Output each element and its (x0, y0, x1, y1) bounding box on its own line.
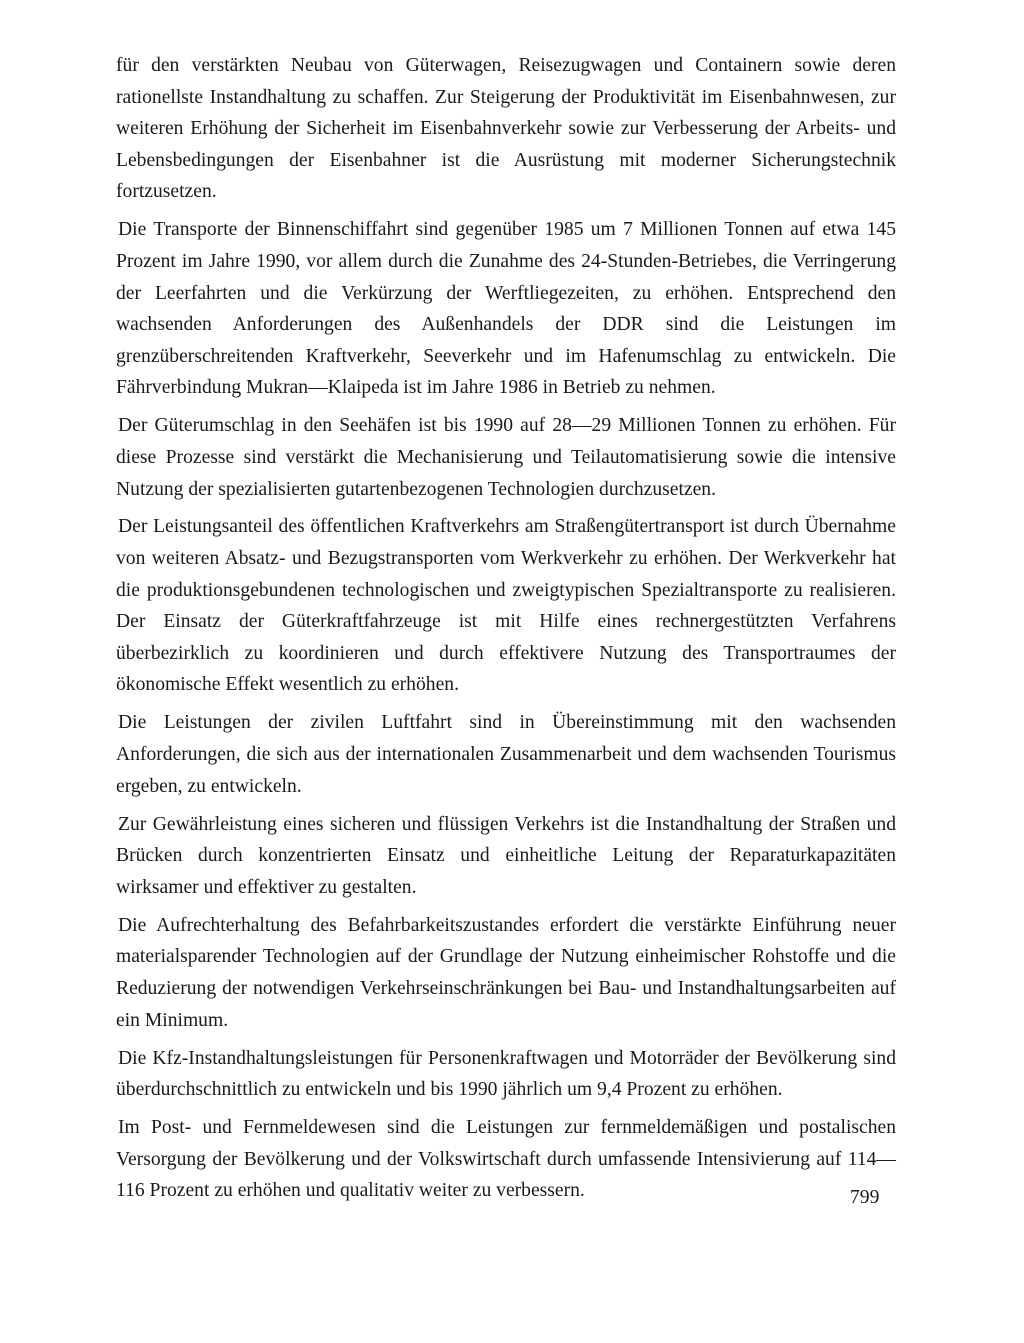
paragraph-inland-shipping: Die Transporte der Binnenschiffahrt sind gegenüber 1985 um 7 Millionen Tonnen auf etwa 145 Prozent im Jahre 1990, vor allem durch die Zunahme des 24-Stunden-Betriebes, die Verringerung der Leerfahrten und die Verkürzung der Werftliegezeiten, zu erhöhen. Entsprechend den wachsenden Anforderungen des Außenhandels der DDR sind die Leistungen im grenzüberschreitenden Kraftverkehr, Seeverkehr und im Hafenumschlag zu entwickeln. Die Fährverbindung Mukran—Klaipeda ist im Jahre 1986 in Betrieb zu nehmen. (116, 219, 896, 399)
paragraph-road-maintenance: Zur Gewährleistung eines sicheren und flüssigen Verkehrs ist die Instandhaltung der Straßen und Brücken durch konzentrierten Einsatz und einheitliche Leitung der Reparaturkapazitäten wirksamer und effektiver zu gestalten. (116, 813, 896, 898)
paragraph-seaports: Der Güterumschlag in den Seehäfen ist bis 1990 auf 28—29 Millionen Tonnen zu erhöhen. Für diese Prozesse sind verstärkt die Mechanisierung und Teilautomatisierung sowie die intensive Nutzung der spezialisierten gutartenbezogenen Technologien durchzusetzen. (116, 415, 896, 500)
paragraph-road-freight: Der Leistungsanteil des öffentlichen Kraftverkehrs am Straßengütertransport ist durch Übernahme von weiteren Absatz- und Bezugstransporten vom Werkverkehr zu erhöhen. Der Werkverkehr hat die produktionsgebundenen technologischen und zweigtypischen Spezialtransporte zu realisieren. Der Einsatz der Güterkraftfahrzeuge ist mit Hilfe eines rechnergestützten Verfahrens überbezirklich zu koordinieren und durch effektivere Nutzung des Transportraumes der ökonomische Effekt wesentlich zu erhöhen. (116, 516, 896, 696)
paragraph-postal-telecom: Im Post- und Fernmeldewesen sind die Leistungen zur fernmeldemäßigen und postalischen Versorgung der Bevölkerung und der Volkswirtschaft durch umfassende Intensivierung auf 114—116 Prozent zu erhöhen und qualitativ weiter zu verbessern. (116, 1117, 896, 1202)
paragraph-civil-aviation: Die Leistungen der zivilen Luftfahrt sind in Übereinstimmung mit den wachsenden Anforderungen, die sich aus der internationalen Zusammenarbeit und dem wachsenden Tourismus ergeben, zu entwickeln. (116, 712, 896, 797)
paragraph-rail-equipment: für den verstärkten Neubau von Güterwagen, Reisezugwagen und Containern sowie deren rationellste Instandhaltung zu schaffen. Zur Steigerung der Produktivität im Eisenbahnwesen, zur weiteren Erhöhung der Sicherheit im Eisenbahnverkehr sowie zur Verbesserung der Arbeits- und Lebensbedingungen der Eisenbahner ist die Ausrüstung mit moderner Sicherungstechnik fortzusetzen. (116, 55, 896, 203)
paragraph-road-condition: Die Aufrechterhaltung des Befahrbarkeitszustandes erfordert die verstärkte Einführung neuer materialsparender Technologien auf der Grundlage der Nutzung einheimischer Rohstoffe und die Reduzierung der notwendigen Verkehrseinschränkungen bei Bau- und Instandhaltungsarbeiten auf ein Minimum. (116, 914, 896, 1031)
body-text (116, 50, 896, 1213)
paragraph-vehicle-repair: Die Kfz-Instandhaltungsleistungen für Personenkraftwagen und Motorräder der Bevölkerung sind überdurchschnittlich zu entwickeln und bis 1990 jährlich um 9,4 Prozent zu erhöhen. (116, 1047, 896, 1101)
page-number: 799 (850, 1187, 880, 1208)
